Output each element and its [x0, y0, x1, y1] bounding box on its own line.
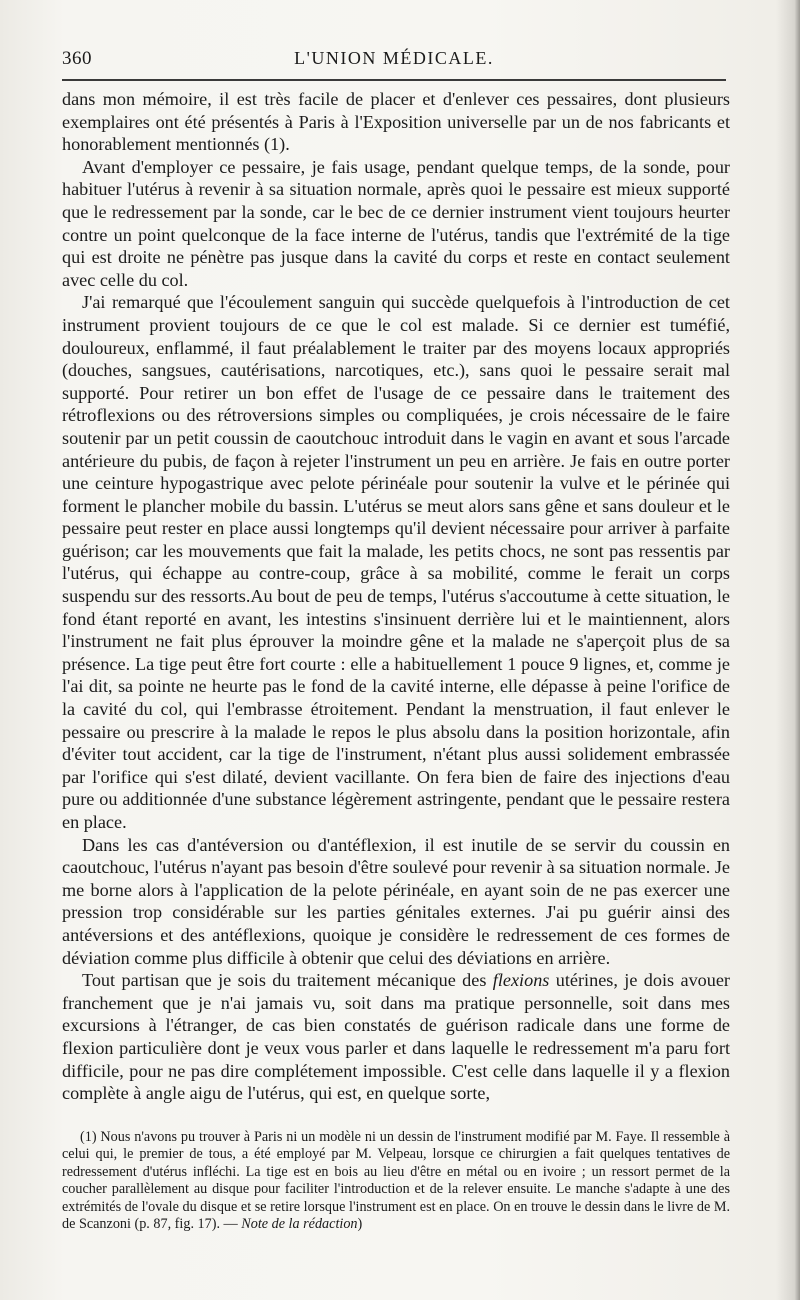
footnote-close-paren: )	[357, 1216, 363, 1233]
paragraph-2: Avant d'employer ce pessaire, je fais usage, pendant quelque temps, de la sonde, pour habituer l'utérus à revenir à sa situation normale, après quoi le pessaire est mieux supporté que le redressement par la sonde, car le bec de ce dernier instrument vient toujours heurter contre un point quelconque de la face interne de l'utérus, tandis que l'extrémité de la tige qui est droite ne pénètre pas jusque dans la cavité du corps et reste en contact seulement avec celle du col.	[62, 156, 730, 290]
footnote-text	[62, 1129, 730, 1233]
footnote-body: (1) Nous n'avons pu trouver à Paris ni un modèle ni un dessin de l'instrument modifié par M. Faye. Il ressemble à celui qui, le premier de tous, a été employé par M. Velpeau, lorsque ce chirurgien a fait quelques tentatives de redressement d'utérus infléchi. La tige est en bois au lieu d'être en métal ou en ivoire ; un ressort permet de la coucher parallèlement au disque pour faciliter l'introduction et de la relever ensuite. Le manche s'adapte à une des extrémités de l'ovale du disque et se retire lorsque l'instrument est en place. On en trouve le dessin dans le livre de M. de Scanzoni (p. 87, fig. 17). —	[62, 1129, 730, 1233]
paragraph-5-start: Tout partisan que je sois du traitement mécanique des	[82, 970, 493, 991]
header-rule	[62, 79, 726, 81]
italic-term-flexions: flexions	[492, 970, 550, 991]
footnote	[62, 1129, 730, 1233]
page-number: 360	[62, 48, 92, 69]
page-header	[62, 44, 726, 74]
paragraph-1: dans mon mémoire, il est très facile de placer et d'enlever ces pessaires, dont plusieurs exemplaires ont été présentés à Paris à l'Exposition universelle par un de nos fabricants et honorablement mentionnés (1).	[62, 89, 730, 155]
paragraph-5	[62, 969, 730, 1105]
running-title: L'UNION MÉDICALE.	[294, 48, 494, 68]
paragraph-5-end: utérines, je dois avouer franchement que je n'ai jamais vu, soit dans ma pratique personnelle, soit dans mes excursions à l'étranger, de cas bien constatés de guérison radicale dans une forme de flexion particulière dont je veux vous parler et dans laquelle le redressement m'a paru fort difficile, pour ne pas dire complétement impossible. C'est celle dans laquelle il y a flexion complète à angle aigu de l'utérus, qui est, en quelque sorte,	[62, 970, 730, 1104]
paragraph-3: J'ai remarqué que l'écoulement sanguin qui succède quelquefois à l'introduction de cet instrument provient toujours de ce que le col est malade. Si ce dernier est tuméfié, douloureux, enflammé, il faut préalablement le traiter par des moyens locaux appropriés (douches, sangsues, cautérisations, narcotiques, etc.), sans quoi le pessaire serait mal supporté. Pour retirer un bon effet de l'usage de ce pessaire dans le traitement des rétroflexions ou des rétroversions simples ou compliquées, je crois nécessaire de le faire soutenir par un petit coussin de caoutchouc introduit dans le vagin en avant et sous l'arcade antérieure du pubis, de façon à rejeter l'instrument un peu en arrière. Je fais en outre porter une ceinture hypogastrique avec pelote périnéale pour soutenir la vulve et le périnée qui forment le plancher mobile du bassin. L'utérus se meut alors sans gêne et sans douleur et le pessaire peut rester en place aussi longtemps qu'il devient nécessaire pour arriver à parfaite guérison; car les mouvements que fait la malade, les petits chocs, ne sont pas ressentis par l'utérus, qui échappe au contre-coup, grâce à sa mobilité, comme le ferait un corps suspendu sur des ressorts.Au bout de peu de temps, l'utérus s'accoutume à cette situation, le fond étant reporté en avant, les intestins s'insinuent derrière lui et le maintiennent, alors l'instrument ne fait plus éprouver la moindre gêne et la malade ne s'aperçoit plus de sa présence. La tige peut être fort courte : elle a habituellement 1 pouce 9 lignes, et, comme je l'ai dit, sa pointe ne heurte pas le fond de la cavité interne, elle dépasse à peine l'orifice de la cavité du col, qui l'embrasse étroitement. Pendant la menstruation, il faut enlever le pessaire ou prescrire à la malade le repos le plus absolu dans la position horizontale, afin d'éviter tout accident, car la tige de l'instrument, n'étant plus aussi solidement embrassée par l'orifice qui s'est dilaté, devient vacillante. On fera bien de faire des injections d'eau pure ou additionnée d'une substance légèrement astringente, pendant que le pessaire restera en place.	[62, 292, 730, 832]
editor-note: Note de la rédaction	[241, 1216, 358, 1233]
page-edge-shadow	[794, 0, 800, 1300]
paragraph-4: Dans les cas d'antéversion ou d'antéflexion, il est inutile de se servir du coussin en caoutchouc, l'utérus n'ayant pas besoin d'être soulevé pour revenir à sa situation normale. Je me borne alors à l'application de la pelote périnéale, en ayant soin de ne pas exercer une pression trop considérable sur les parties génitales externes. J'ai pu guérir ainsi des antéversions et des antéflexions, quoique je considère le redressement de ces formes de déviation comme plus difficile à obtenir que celui des déviations en arrière.	[62, 834, 730, 968]
article-body	[62, 88, 730, 1105]
